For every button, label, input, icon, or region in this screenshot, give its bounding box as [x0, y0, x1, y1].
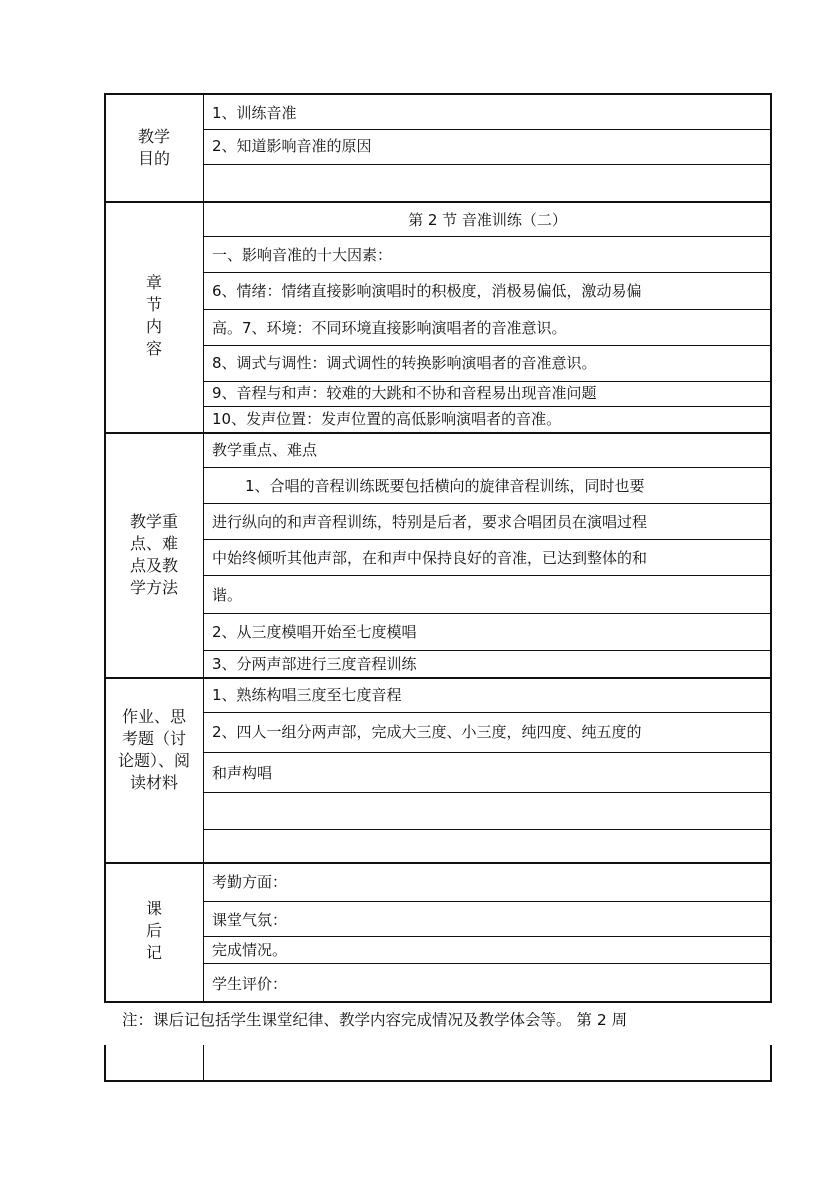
row-line [203, 901, 772, 902]
row-line [203, 345, 772, 346]
section-separator [104, 862, 772, 864]
row-line [203, 164, 772, 165]
label-line: 容 [145, 339, 162, 358]
next-table-fragment [104, 1045, 772, 1082]
footer-note: 注：课后记包括学生课堂纪律、教学内容完成情况及教学体会等。 第 2 周 [122, 1011, 628, 1029]
row-line [203, 406, 772, 407]
row-line [203, 936, 772, 937]
row-line [203, 613, 772, 614]
key-points-label [105, 511, 203, 599]
goals-row-1: 1、训练音准 [212, 104, 297, 122]
key-points-row: 2、从三度模唱开始至七度模唱 [212, 623, 417, 641]
label-line: 目的 [137, 149, 170, 168]
section-separator [104, 201, 772, 203]
row-line [203, 309, 772, 310]
fragment-bottom-border [104, 1080, 772, 1082]
fragment-right-border [770, 1045, 772, 1082]
label-line: 作业、思 [121, 707, 186, 726]
goals-row-2: 2、知道影响音准的原因 [212, 137, 372, 155]
row-line [203, 467, 772, 468]
key-points-row: 谐。 [212, 586, 243, 604]
content-row: 10、发声位置：发声位置的高低影响演唱者的音准。 [212, 410, 562, 428]
content-row: 高。7、环境：不同环境直接影响演唱者的音准意识。 [212, 319, 567, 337]
label-line: 点、难 [129, 534, 178, 553]
row-line [203, 712, 772, 713]
row-line [203, 829, 772, 830]
section-title: 第 2 节 音准训练（二） [408, 211, 567, 229]
content-row: 一、影响音准的十大因素： [212, 246, 393, 264]
label-line: 读材料 [129, 773, 178, 792]
row-line [203, 963, 772, 964]
label-line: 学方法 [129, 578, 178, 597]
row-line [203, 129, 772, 130]
label-line: 教学重 [129, 512, 178, 531]
section-separator [104, 432, 772, 434]
key-points-row: 教学重点、难点 [212, 441, 318, 459]
content-row: 6、情绪：情绪直接影响演唱时的积极度，消极易偏低，激动易偏 [212, 282, 642, 300]
label-line: 点及教 [129, 556, 178, 575]
label-line: 节 [145, 295, 162, 314]
key-points-row: 进行纵向的和声音程训练，特别是后者，要求合唱团员在演唱过程 [212, 513, 648, 531]
section-separator [104, 677, 772, 679]
label-line: 教学 [137, 127, 170, 146]
column-divider [203, 94, 204, 1002]
label-line: 考题（讨 [121, 729, 186, 748]
label-line: 章 [145, 273, 162, 292]
label-line: 论题）、阅 [117, 751, 190, 770]
key-points-row: 中始终倾听其他声部，在和声中保持良好的音准，已达到整体的和 [212, 549, 648, 567]
atmosphere-row: 课堂气氛： [212, 911, 288, 929]
after-class-label [105, 898, 203, 964]
row-line [203, 503, 772, 504]
row-line [203, 650, 772, 651]
content-row: 9、音程与和声：较难的大跳和不协和音程易出现音准问题 [212, 384, 597, 402]
content-row: 8、调式与调性：调式调性的转换影响演唱者的音准意识。 [212, 354, 597, 372]
key-points-row: 1、合唱的音程训练既要包括横向的旋律音程训练，同时也要 [245, 477, 645, 495]
key-points-row: 3、分两声部进行三度音程训练 [212, 655, 417, 673]
row-line [203, 236, 772, 237]
goals-label [105, 126, 203, 170]
label-line: 记 [145, 943, 162, 962]
homework-label [105, 706, 203, 794]
row-line [203, 752, 772, 753]
homework-row: 和声构唱 [212, 764, 273, 782]
fragment-divider [203, 1045, 204, 1082]
fragment-left-border [104, 1045, 106, 1082]
row-line [203, 539, 772, 540]
label-line: 后 [145, 921, 162, 940]
label-line: 内 [145, 317, 162, 336]
completion-row: 完成情况。 [212, 941, 288, 959]
row-line [203, 792, 772, 793]
label-line: 课 [145, 899, 162, 918]
row-line [203, 272, 772, 273]
homework-row: 1、熟练构唱三度至七度音程 [212, 686, 402, 704]
evaluation-row: 学生评价： [212, 975, 288, 993]
row-line [203, 575, 772, 576]
attendance-row: 考勤方面： [212, 873, 288, 891]
homework-row: 2、四人一组分两声部，完成大三度、小三度，纯四度、纯五度的 [212, 723, 642, 741]
content-label [105, 272, 203, 360]
row-line [203, 381, 772, 382]
